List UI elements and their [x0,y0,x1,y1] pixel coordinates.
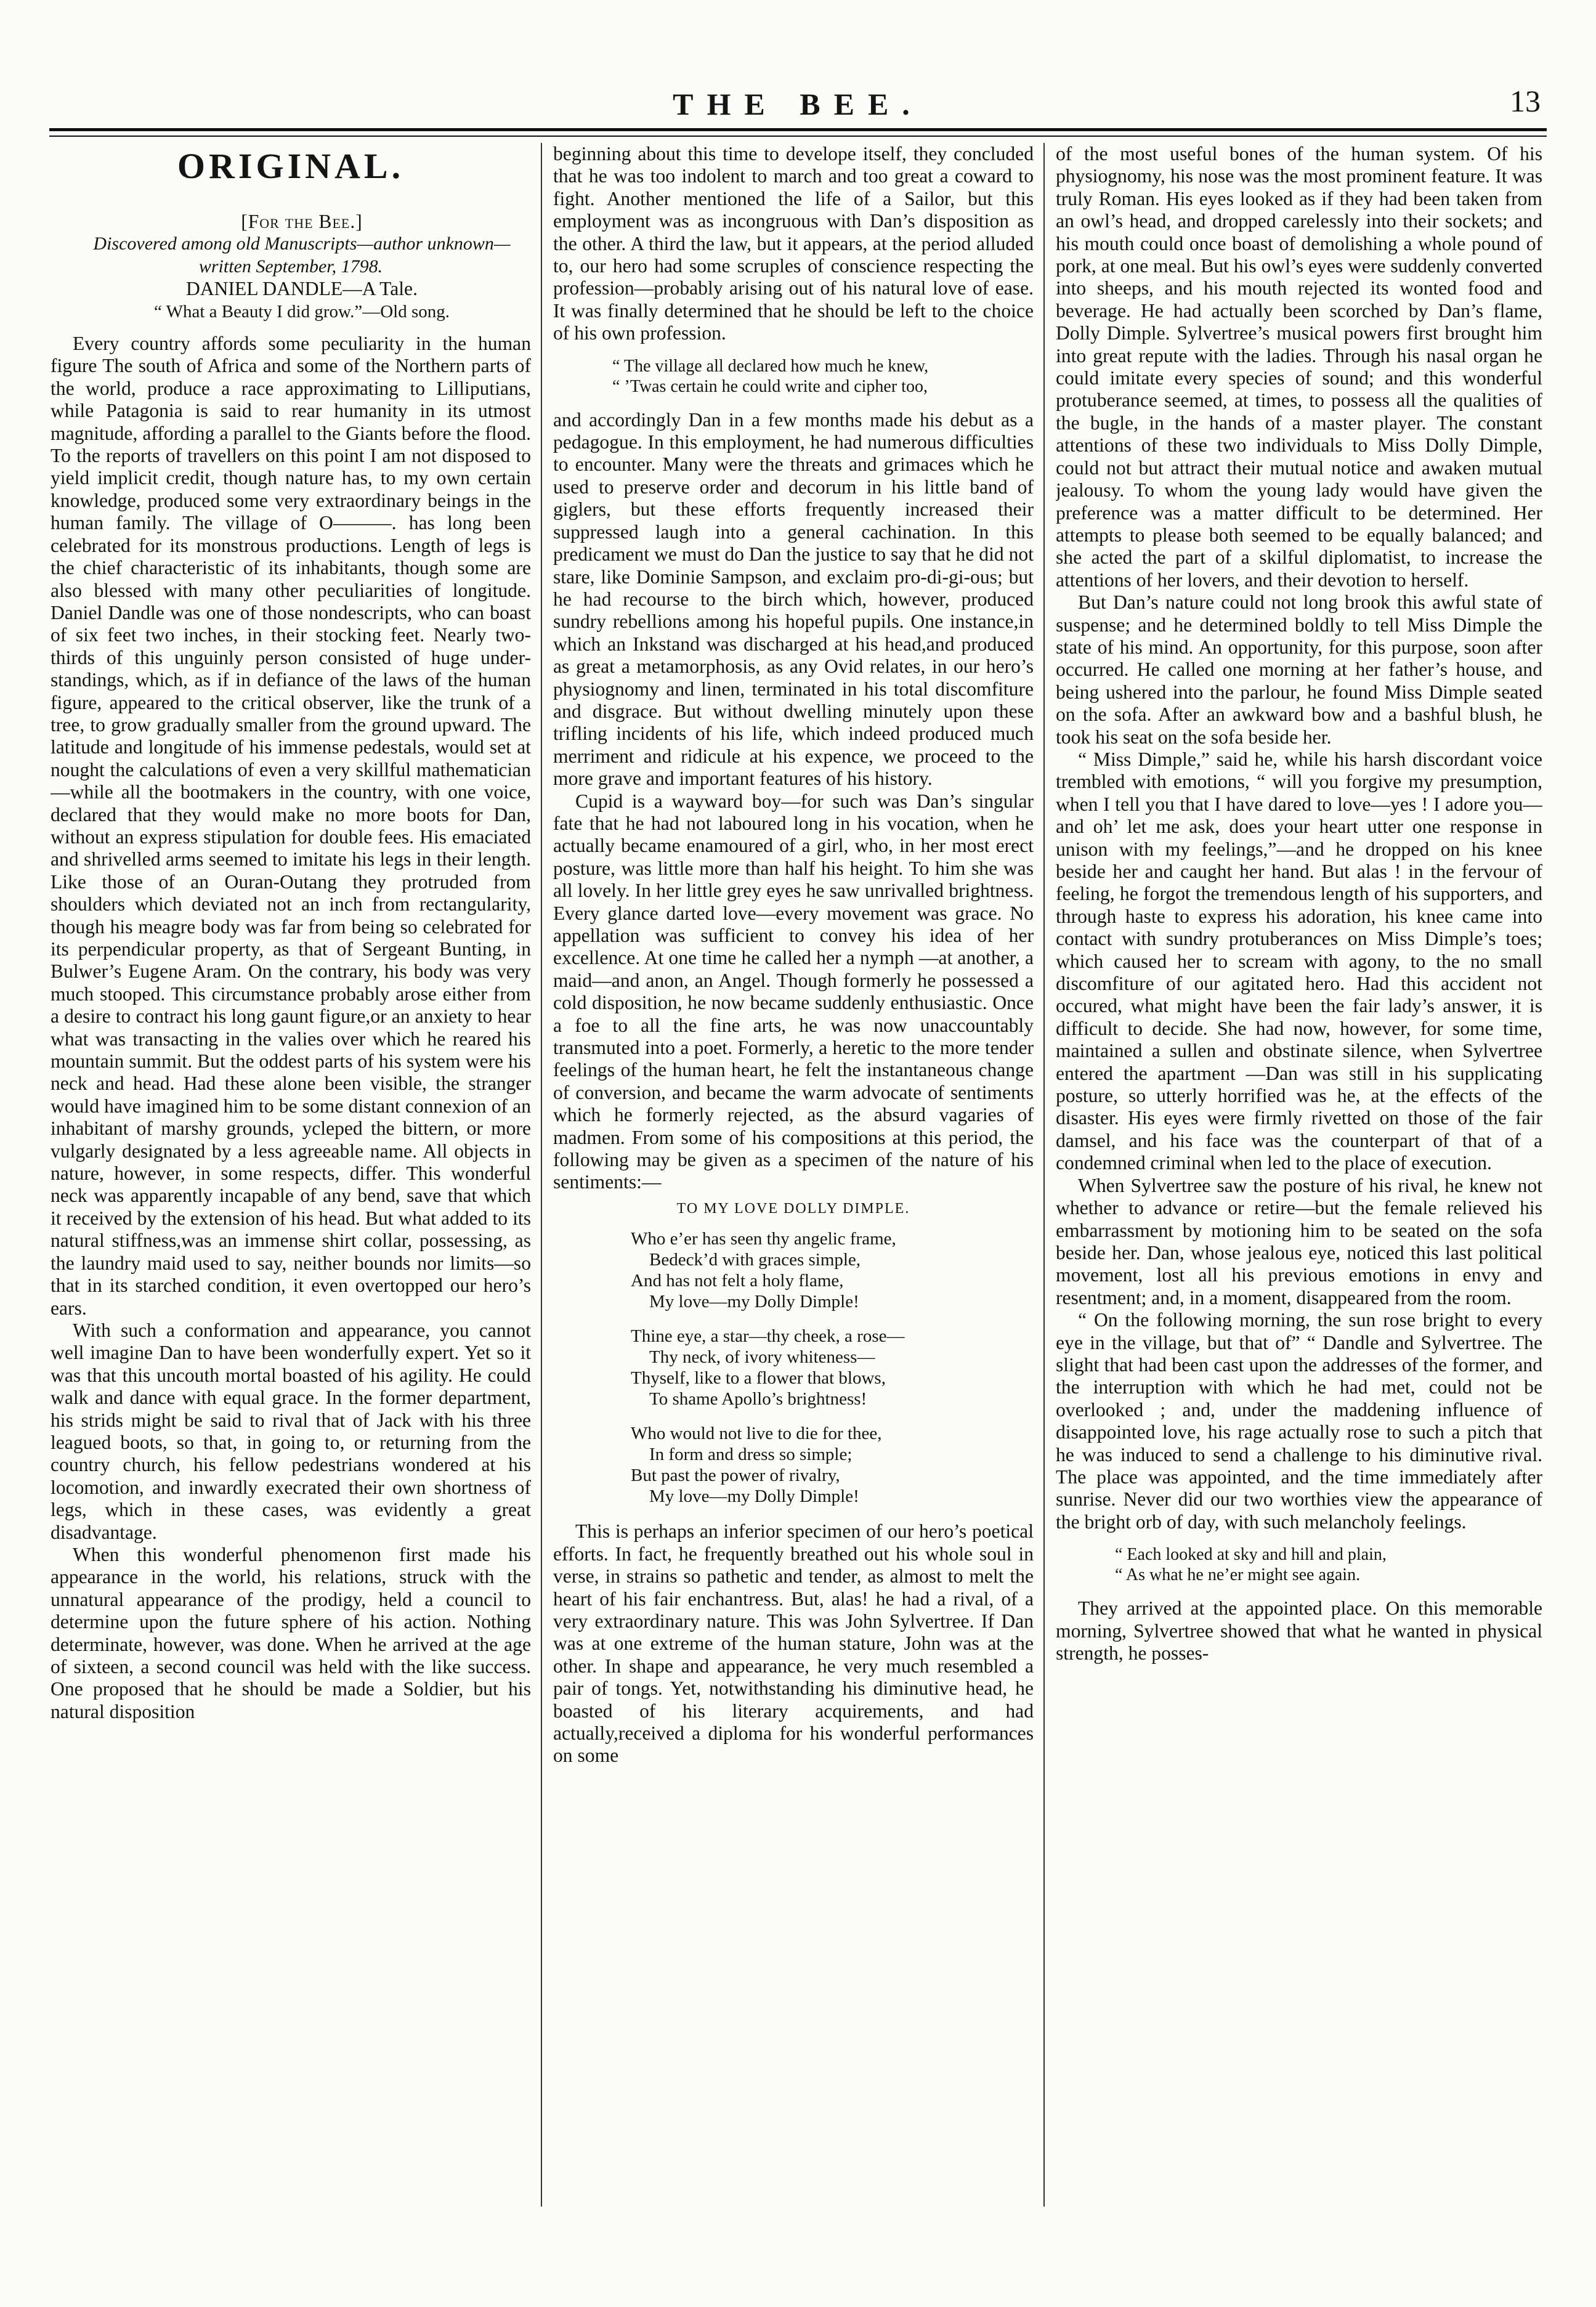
paragraph: They arrived at the appointed place. On this memorable morning, Sylvertree showed that what he wanted in physical strength, he posses- [1056,1597,1542,1664]
poem-line: In form and dress so simple; [649,1445,853,1465]
paragraph: “ On the following morning, the sun rose bright to every eye in the village, but that of” “ Dandle and Sylvertree. The slight that had been cast upon the addresses of the former, and the interruption with which he had met, could not be overlooked ; and, under the maddening influence of disappointed love, his rage actually rose to such a pitch that he was induced to send a challenge to his diminutive rival. The place was appointed, and the time immediately after sunrise. Never did our two worthies view the appearance of the bright orb of day, with such melancholy feelings. [1056,1309,1542,1533]
poem-stanza [553,1228,1034,1312]
header-rule [49,128,1547,131]
poem-line: Who would not live to die for thee, [631,1424,882,1444]
poem-line: Thine eye, a star—thy cheek, a rose— [631,1326,905,1347]
paragraph: With such a conformation and appearance, you cannot well imagine Dan to have been wonderfully expert. Yet so it was that this uncouth mortal boasted of his agility. He could walk and dance with equal grace. In the former department, his strids might be said to rival that of Jack with his three leagued boots, so that, in going to, or returning from the country church, his fellow pedestrians wondered at his locomotion, and inwardly execrated their own shortness of legs, which in these cases, was evidently a great disadvantage. [51,1319,531,1543]
poem-line: Thyself, like to a flower that blows, [631,1368,886,1389]
column-2 [553,143,1034,2207]
poem [553,1228,1034,1507]
poem-title: TO MY LOVE DOLLY DIMPLE. [676,1200,910,1217]
poem-line: Thy neck, of ivory whiteness— [649,1347,875,1368]
poem-line: My love—my Dolly Dimple! [649,1486,859,1507]
paragraph: This is perhaps an inferior specimen of our hero’s poetical efforts. In fact, he frequently breathed out his whole soul in verse, in strains so pathetic and tender, as almost to melt the heart of his fair enchantress. But, alas! he had a rival, of a very extraordinary nature. This was John Sylvertree. If Dan was at one extreme of the human stature, John was at the other. In shape and appearance, he very much resembled a pair of tongs. Yet, notwithstanding his diminutive head, he boasted of his literary acquirements, and had actually,received a diploma for his wonderful performances on some [553,1520,1034,1767]
paragraph: When Sylvertree saw the posture of his rival, he knew not whether to advance or retire—but the female relieved his embarrassment by motioning him to be seated on the sofa beside her. Dan, whose jealous eye, noticed this last political movement, lost all his previous emotions in envy and resentment; and, in a moment, disappeared from the room. [1056,1174,1542,1308]
story-title: DANIEL DANDLE—A Tale. [186,278,418,300]
verse-line: “ Each looked at sky and hill and plain, [1115,1545,1387,1565]
column-divider [541,143,542,2207]
paragraph: “ Miss Dimple,” said he, while his harsh discordant voice trembled with emotions, “ will you forgive my presumption, when I tell you that I have dared to love—yes ! I adore you—and oh’ let me ask, does your heart utter one response in unison with my feelings,”—and he dropped on his knee beside her and caught her hand. But alas ! in the fervour of feeling, he forgot the tremendous length of his supporters, and through haste to express his adoration, his knee came into contact with sundry protuberances on Miss Dimple’s toes; which caused her to scream with agony, to the no small discomfiture of our agitated hero. Had this accident not occured, what might have been the fair lady’s answer, it is difficult to decide. She had now, however, for some time, maintained a sullen and obstinate silence, when Sylvertree entered the apartment —Dan was still in his supplicating posture, so utterly horrified was he, at the effects of the disaster. His eyes were firmly rivetted on those of the fair damsel, and his face was the counterpart of that of a condemned criminal when led to the place of execution. [1056,748,1542,1174]
page-number: 13 [1510,84,1541,118]
verse-line: “ ’Twas certain he could write and cipher too, [612,376,928,396]
column-divider [1043,143,1045,2207]
page-header [49,0,1547,142]
epigraph: “ What a Beauty I did grow.”—Old song. [153,301,450,322]
paragraph: beginning about this time to develope itself, they concluded that he was too indolent to march and too great a coward to fight. Another mentioned the life of a Sailor, but this employment was as incongruous with Dan’s disposition as the other. A third the law, but it appears, at the period alluded to, our hero had some scruples of conscience respecting the profession—probably arising out of his natural love of ease. It was finally determined that he should be left to the choice of his own profession. [553,143,1034,344]
section-heading: ORIGINAL. [177,146,405,186]
paragraph: of the most useful bones of the human system. Of his physiognomy, his nose was the most prominent feature. It was truly Roman. His eyes looked as if they had been taken from an owl’s head, and dropped carelessly into their sockets; and his mouth could once boast of demolishing a whole pound of pork, at one meal. But his owl’s eyes were suddenly converted into sheeps, and his mouth rejected its wonted food and beverage. He had actually been scorched by Dan’s flame, Dolly Dimple. Sylvertree’s musical powers first brought him into great repute with the ladies. Through his nasal organ he could imitate every species of sound; and this wonderful protuberance seemed, at times, to possess all the qualities of the bugle, in the hands of a master player. The constant attentions of these two individuals to Miss Dolly Dimple, could not but attract their mutual notice and awaken mutual jealousy. To whom the young lady would have given the preference was a matter difficult to be determined. Her attempts to please both seemed to be equally balanced; and she acted the part of a skilful diplomatist, to increase the attentions of her lovers, and their devotion to herself. [1056,143,1542,591]
header-rule-thin [49,136,1547,137]
poem-line: To shame Apollo’s brightness! [649,1389,867,1409]
poem-line: But past the power of rivalry, [631,1466,840,1486]
paragraph: Every country affords some peculiarity in the human figure The south of Africa and some of the Northern parts of the world, produce a race approximating to Lilliputians, while Patagonia is said to rear humanity in its utmost magnitude, affording a parallel to the Giants before the flood. To the reports of travellers on this point I am not disposed to yield implicit credit, though nature has, to my own certain knowledge, produced some very extraordinary beings in the human family. The village of O———. has long been celebrated for its monstrous productions. Length of legs is the chief characteristic of its inhabitants, though some are also blessed with many other peculiarities of longitude. Daniel Dandle was one of those nondescripts, who can boast of six feet two inches, in their stocking feet. Nearly two-thirds of this unguinly person consisted of huge under-standings, which, as if in defiance of the laws of the human figure, appeared to the critical observer, like the trunk of a tree, to grow gradually smaller from the ground upward. The latitude and longitude of his immense pedestals, would set at nought the calculations of even a very skillful mathematician—while all the bootmakers in the country, with one voice, declared that they would make no more boots for Dan, without an express stipulation for double fees. His emaciated and shrivelled arms seemed to imitate his legs in their length. Like those of an Ouran-Outang they protruded from shoulders which deviated not an inch from rectangularity, though his meagre body was far from being so celebrated for its perpendicular property, as that of Sergeant Bunting, in Bulwer’s Eugene Aram. On the contrary, his body was very much stooped. This circumstance probably arose either from a desire to contract his long gaunt figure,or an anxiety to hear what was transacting in the valies over which he reared his mountain summit. But the oddest parts of his system were his neck and head. Had these alone been visible, the stranger would have imagined him to be some distant connexion of an inhabitant of marshy grounds, ycleped the bittern, or more vulgarly designated by a less agreeable name. All objects in nature, however, in some respects, differ. This wonderful neck was apparently incapable of any bend, save that which it received by the extension of his head. But what added to its natural stiffness,was an immense shirt collar, possessing, as the laundry maid used to say, neither bounds nor limits—so that in its starched condition, it even overtopped our hero’s ears. [51,333,531,1319]
paragraph: Cupid is a wayward boy—for such was Dan’s singular fate that he had not laboured long in his vocation, when he actually became enamoured of a girl, who, in her most erect posture, was little more than half his height. To him she was all lovely. In her little grey eyes he saw unrivalled brightness. Every glance darted love—every movement was grace. No appellation was sufficient to convey his idea of her excellence. At one time he called her a nymph —at another, a maid—and anon, an Angel. Though formerly he possessed a cold disposition, he now became suddenly enthusiastic. Once a foe to all the fine arts, he was now unaccountably transmuted into a poet. Formerly, a heretic to the more tender feelings of the human heart, he felt the instantaneous change of conversion, and became the warm advocate of sentiments which he formerly rejected, as the absurd vagaries of madmen. From some of his compositions at this period, the following may be given as a specimen of the nature of his sentiments:— [553,790,1034,1193]
poem-line: Bedeck’d with graces simple, [649,1250,861,1270]
manuscript-note: Discovered among old Manuscripts—author unknown—written September, 1798. [93,233,511,277]
poem-line: Who e’er has seen thy angelic frame, [631,1229,896,1249]
poem-line: My love—my Dolly Dimple! [649,1292,859,1312]
column-1 [51,143,531,2207]
quoted-verse [1056,1544,1542,1585]
verse-line: “ As what he ne’er might see again. [1115,1565,1361,1585]
paragraph: When this wonderful phenomenon first made his appearance in the world, his relations, struck with the unnatural appearance of the prodigy, held a council to determine upon the future sphere of his action. Nothing determinate, however, was done. When he arrived at the age of sixteen, a second council was held with the like success. One proposed that he should be made a Soldier, but his natural disposition [51,1543,531,1722]
column-3 [1056,143,1542,2207]
poem-line: And has not felt a holy flame, [631,1271,844,1291]
verse-line: “ The village all declared how much he knew, [612,356,929,376]
paragraph: But Dan’s nature could not long brook this awful state of suspense; and he determined boldly to tell Miss Dimple the state of his mind. An opportunity, for this purpose, soon after occurred. He called one morning at her father’s house, and being ushered into the parlour, he found Miss Dimple seated on the sofa. After an awkward bow and a bashful blush, he took his seat on the sofa beside her. [1056,591,1542,748]
poem-stanza [553,1423,1034,1507]
for-the-bee-line: [For the Bee.] [241,211,363,232]
running-title: THE BEE. [673,87,923,121]
quoted-verse [553,356,1034,397]
poem-stanza [553,1326,1034,1409]
paragraph: and accordingly Dan in a few months made his debut as a pedagogue. In this employment, he had numerous difficulties to encounter. Many were the threats and grimaces which he used to preserve order and decorum in his little band of giglers, but these efforts frequently increased their suppressed laugh into a general cachination. In this predicament we must do Dan the justice to say that he did not stare, like Dominie Sampson, and exclaim pro-di-gi-ous; but he had recourse to the birch which, however, produced sundry rebellions among his hopeful pupils. One instance,in which an Inkstand was discharged at his head,and produced as great a metamorphosis, as any Ovid relates, in our hero’s physiognomy and linen, terminated in his total discomfiture and disgrace. But without dwelling minutely upon these trifling incidents of his life, which indeed produced much merriment and ridicule at his expence, we proceed to the more grave and important features of his history. [553,408,1034,790]
